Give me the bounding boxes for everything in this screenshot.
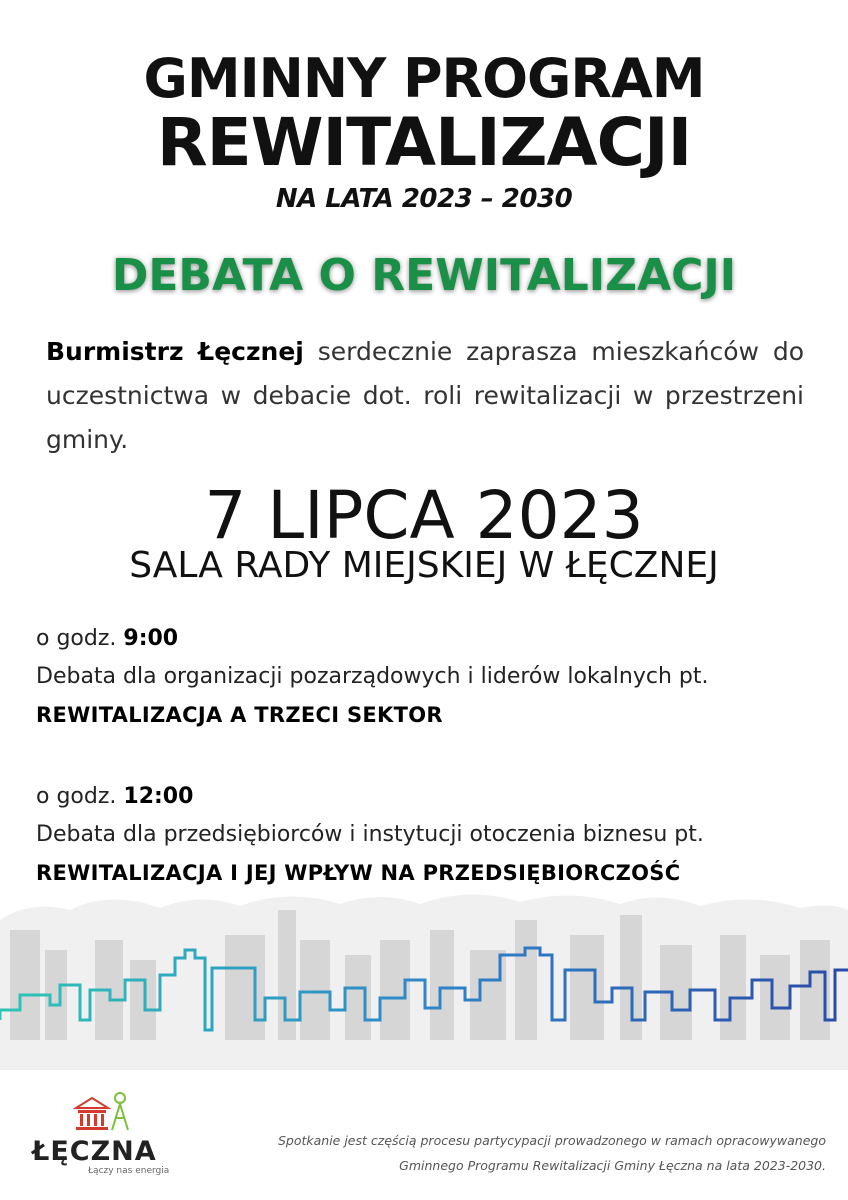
city-skyline-illustration <box>0 880 848 1070</box>
session-2 <box>36 778 826 892</box>
leczna-logo <box>32 1090 192 1176</box>
session-1-description: Debata dla organizacji pozarządowych i liderów lokalnych pt. <box>36 664 709 689</box>
session-2-topic: REWITALIZACJA I JEJ WPŁYW NA PRZEDSIĘBIORCZOŚĆ <box>36 861 681 885</box>
session-1-topic: REWITALIZACJA A TRZECI SEKTOR <box>36 703 443 727</box>
session-2-prefix: o godz. <box>36 784 124 809</box>
event-place: SALA RADY MIEJSKIEJ W ŁĘCZNEJ <box>129 545 719 586</box>
session-2-description: Debata dla przedsiębiorców i instytucji otoczenia biznesu pt. <box>36 822 704 847</box>
footer-note <box>186 1128 826 1178</box>
title-line-1: GMINNY PROGRAM <box>143 47 705 110</box>
title-line-2: REWITALIZACJI <box>156 104 692 181</box>
intro-text: serdecznie zaprasza mieszkańców do uczestnictwa w debacie dot. roli rewitalizacji w przestrzeni gminy. <box>46 337 804 454</box>
session-1-time: 9:00 <box>123 626 179 651</box>
intro-bold: Burmistrz Łęcznej <box>46 337 304 366</box>
session-1-prefix: o godz. <box>36 626 124 651</box>
program-years: NA LATA 2023 – 2030 <box>275 184 573 214</box>
logo-tagline: Łączy nas energia <box>88 1166 170 1176</box>
event-title: DEBATA O REWITALIZACJI <box>111 250 737 301</box>
logo-name: ŁĘCZNA <box>32 1136 157 1167</box>
footer-line-2: Gminnego Programu Rewitalizacji Gminy Łęczna na lata 2023-2030. <box>399 1158 826 1173</box>
event-date: 7 LIPCA 2023 <box>204 477 644 554</box>
intro-paragraph <box>46 330 804 462</box>
footer-line-1: Spotkanie jest częścią procesu partycypacji prowadzonego w ramach opracowywanego <box>277 1133 826 1148</box>
logo-building-icon <box>70 1090 140 1134</box>
session-2-time: 12:00 <box>123 784 194 809</box>
session-1 <box>36 620 826 734</box>
